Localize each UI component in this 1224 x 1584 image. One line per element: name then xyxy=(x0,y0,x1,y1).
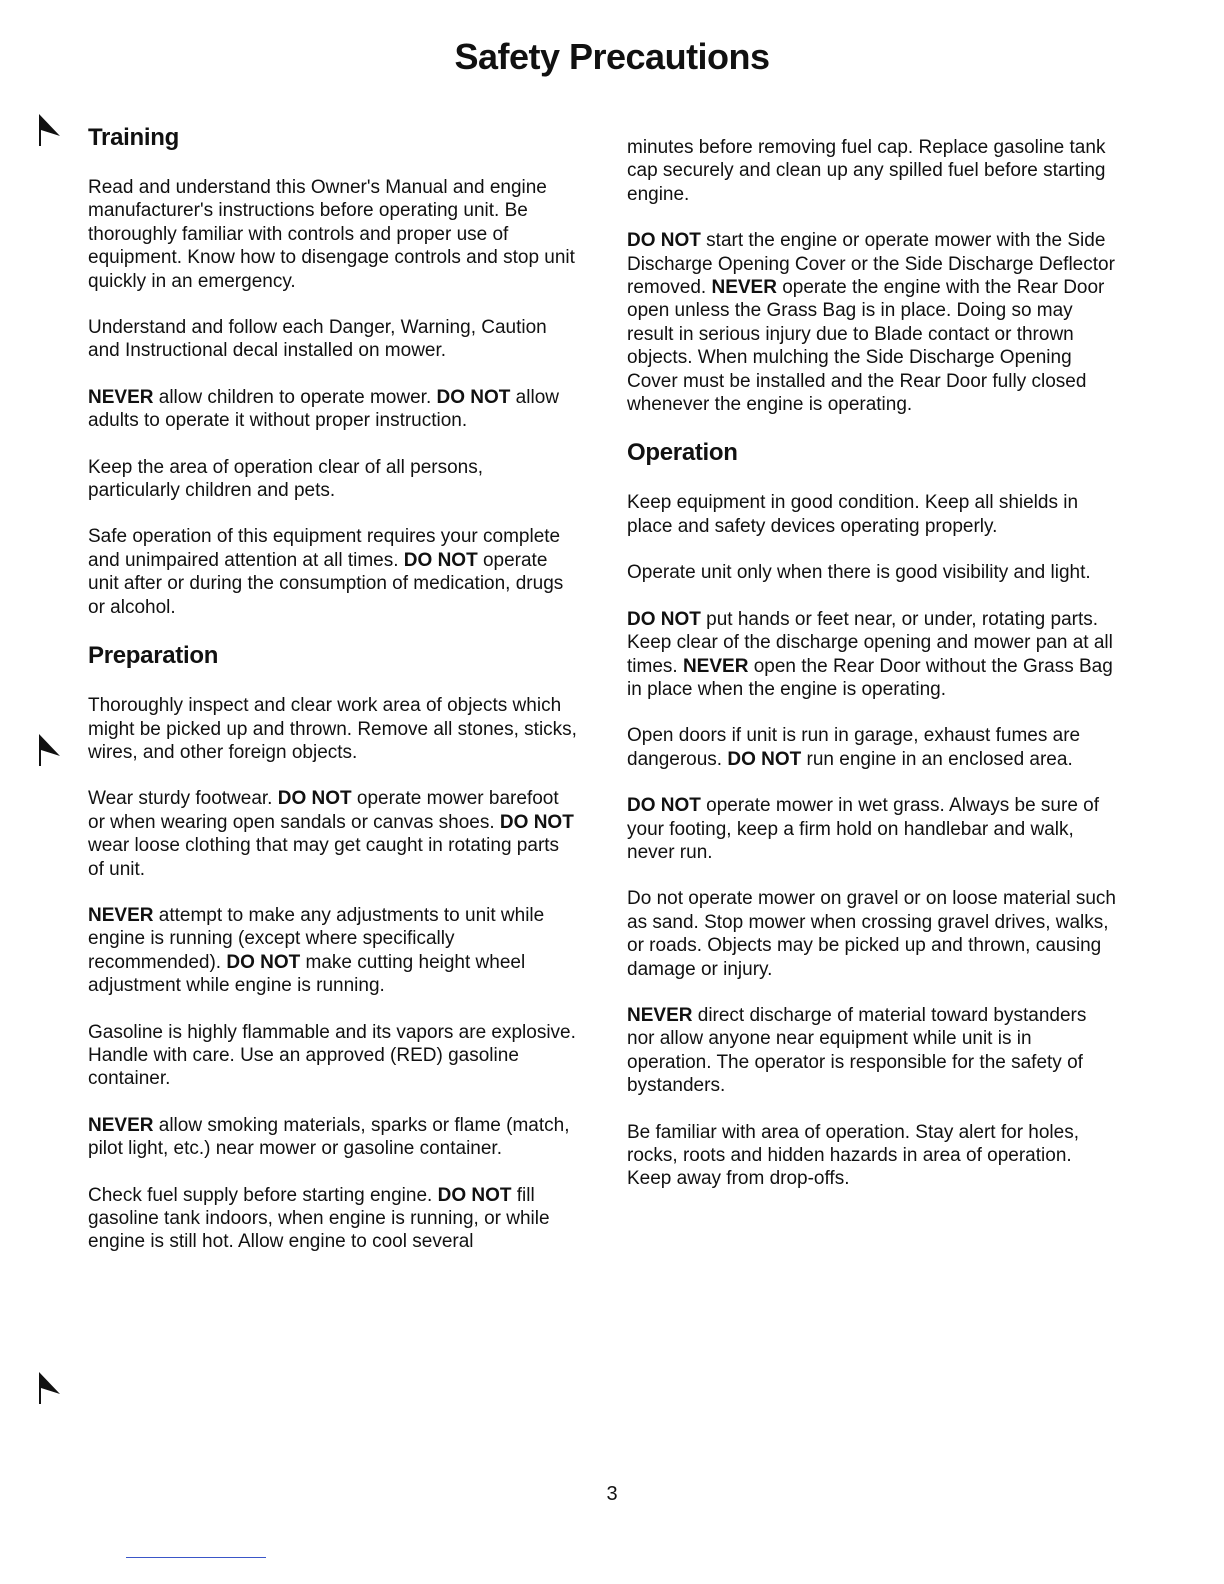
body-text: Open doors if unit is run in garage, exhaust fumes are dangerous. xyxy=(627,725,1081,770)
paragraph xyxy=(88,456,578,503)
emphasis-text: NEVER xyxy=(711,277,777,299)
paragraph xyxy=(627,1004,1117,1098)
paragraph xyxy=(88,525,578,619)
body-text: allow smoking materials, sparks or flame (match, pilot light, etc.) near mower or gasoline container. xyxy=(88,1114,570,1160)
paragraph xyxy=(88,316,578,363)
paragraph xyxy=(627,794,1117,864)
emphasis-text: DO NOT xyxy=(727,748,802,770)
paragraph xyxy=(88,386,578,433)
body-text: Understand and follow each Danger, Warning, Caution and Instructional decal installed on mower. xyxy=(88,317,547,362)
body-text: open the Rear Door without the Grass Bag in place when the engine is operating. xyxy=(627,655,1113,700)
emphasis-text: NEVER xyxy=(627,1004,693,1026)
emphasis-text: NEVER xyxy=(88,386,154,408)
emphasis-text: DO NOT xyxy=(403,549,478,571)
body-text: operate the engine with the Rear Door open unless the Grass Bag is in place. Doing so may result in serious injury due to Blade contact or thrown objects. When mulching the Side Discharge Opening Cover must be installed and the Rear Door fully closed whenever the engine is operating. xyxy=(627,277,1105,416)
body-text: fill gasoline tank indoors, when engine is running, or while engine is still hot. Allow engine to cool several xyxy=(88,1184,550,1253)
body-text: Keep equipment in good condition. Keep all shields in place and safety devices operating properly. xyxy=(627,492,1079,537)
scan-artifact-line xyxy=(126,1557,266,1558)
preparation-continued-section xyxy=(627,136,1117,416)
body-text: start the engine or operate mower with the Side Discharge Opening Cover or the Side Discharge Deflector removed. xyxy=(627,230,1115,299)
body-text: operate unit after or during the consumption of medication, drugs or alcohol. xyxy=(88,549,564,618)
body-text: operate mower in wet grass. Always be sure of your footing, keep a firm hold on handlebar and walk, never run. xyxy=(627,795,1100,863)
page-number: 3 xyxy=(606,1483,618,1505)
right-column xyxy=(627,136,1117,1214)
paragraph xyxy=(88,176,578,293)
paragraph xyxy=(88,904,578,998)
body-text: attempt to make any adjustments to unit while engine is running (except where specifically recommended). xyxy=(88,904,545,973)
body-text: direct discharge of material toward bystanders nor allow anyone near equipment while unit is in operation. The operator is responsible for the safety of bystanders. xyxy=(627,1004,1087,1097)
operation-section xyxy=(627,439,1117,1190)
training-paragraphs xyxy=(88,176,578,619)
body-text: Safe operation of this equipment requires your complete and unimpaired attention at all times. xyxy=(88,526,561,571)
page-title: Safety Precautions xyxy=(454,36,770,77)
binder-hole-mark-icon xyxy=(36,110,62,148)
preparation-paragraphs xyxy=(88,694,578,1254)
body-text: Gasoline is highly flammable and its vapors are explosive. Handle with care. Use an approved (RED) gasoline container. xyxy=(88,1021,576,1090)
binder-hole-mark-icon xyxy=(36,1368,62,1406)
paragraph xyxy=(627,887,1117,981)
preparation-section xyxy=(88,642,578,1254)
emphasis-text: NEVER xyxy=(682,655,749,677)
emphasis-text: NEVER xyxy=(88,904,154,926)
emphasis-text: DO NOT xyxy=(627,230,701,252)
body-text: allow adults to operate it without proper instruction. xyxy=(88,386,559,432)
paragraph xyxy=(627,724,1117,771)
body-text: Do not operate mower on gravel or on loose material such as sand. Stop mower when crossing gravel drives, walks, or roads. Objects may be picked up and thrown, causing damage or injury. xyxy=(627,888,1116,980)
paragraph xyxy=(627,136,1117,206)
emphasis-text: DO NOT xyxy=(226,951,301,973)
paragraph xyxy=(627,229,1117,416)
continued-paragraphs xyxy=(627,136,1117,416)
emphasis-text: DO NOT xyxy=(499,811,574,833)
emphasis-text: DO NOT xyxy=(277,788,352,810)
section-heading-training: Training xyxy=(88,124,179,151)
body-text: Be familiar with area of operation. Stay alert for holes, rocks, roots and hidden hazards in area of operation. Keep away from drop-offs. xyxy=(627,1121,1080,1190)
left-column xyxy=(88,124,578,1277)
body-text: Keep the area of operation clear of all persons, particularly children and pets. xyxy=(88,456,484,502)
paragraph xyxy=(627,561,1117,584)
emphasis-text: DO NOT xyxy=(627,795,701,817)
paragraph xyxy=(88,787,578,881)
section-heading-operation: Operation xyxy=(627,439,738,467)
binder-hole-mark-icon xyxy=(36,730,62,768)
body-text: put hands or feet near, or under, rotating parts. Keep clear of the discharge opening and mower pan at all times. xyxy=(627,608,1113,677)
body-text: Wear sturdy footwear. xyxy=(88,788,278,810)
body-text: make cutting height wheel adjustment while engine is running. xyxy=(88,951,526,997)
body-text: minutes before removing fuel cap. Replace gasoline tank cap securely and clean up any spilled fuel before starting engine. xyxy=(627,137,1106,205)
section-heading-preparation: Preparation xyxy=(88,642,219,670)
paragraph xyxy=(88,1184,578,1254)
body-text: operate mower barefoot or when wearing open sandals or canvas shoes. xyxy=(88,788,559,833)
body-text: allow children to operate mower. xyxy=(153,386,437,408)
emphasis-text: DO NOT xyxy=(437,1184,512,1206)
emphasis-text: DO NOT xyxy=(627,608,701,630)
paragraph xyxy=(627,1121,1117,1191)
body-text: Check fuel supply before starting engine. xyxy=(88,1184,438,1206)
paragraph xyxy=(627,608,1117,702)
body-text: Operate unit only when there is good visibility and light. xyxy=(627,562,1091,584)
body-text: run engine in an enclosed area. xyxy=(801,748,1073,770)
emphasis-text: NEVER xyxy=(88,1114,154,1136)
body-text: wear loose clothing that may get caught in rotating parts of unit. xyxy=(88,835,560,880)
operation-paragraphs xyxy=(627,491,1117,1190)
body-text: Read and understand this Owner's Manual and engine manufacturer's instructions before operating unit. Be thoroughly familiar with controls and proper use of equipment. Know how to disengage controls and stop unit quickly in an emergency. xyxy=(88,177,575,292)
paragraph xyxy=(88,694,578,764)
paragraph xyxy=(88,1114,578,1161)
training-section xyxy=(88,124,578,619)
paragraph xyxy=(88,1021,578,1091)
body-text: Thoroughly inspect and clear work area of objects which might be picked up and thrown. Remove all stones, sticks, wires, and other foreign objects. xyxy=(88,695,577,763)
paragraph xyxy=(627,491,1117,538)
emphasis-text: DO NOT xyxy=(436,386,511,408)
